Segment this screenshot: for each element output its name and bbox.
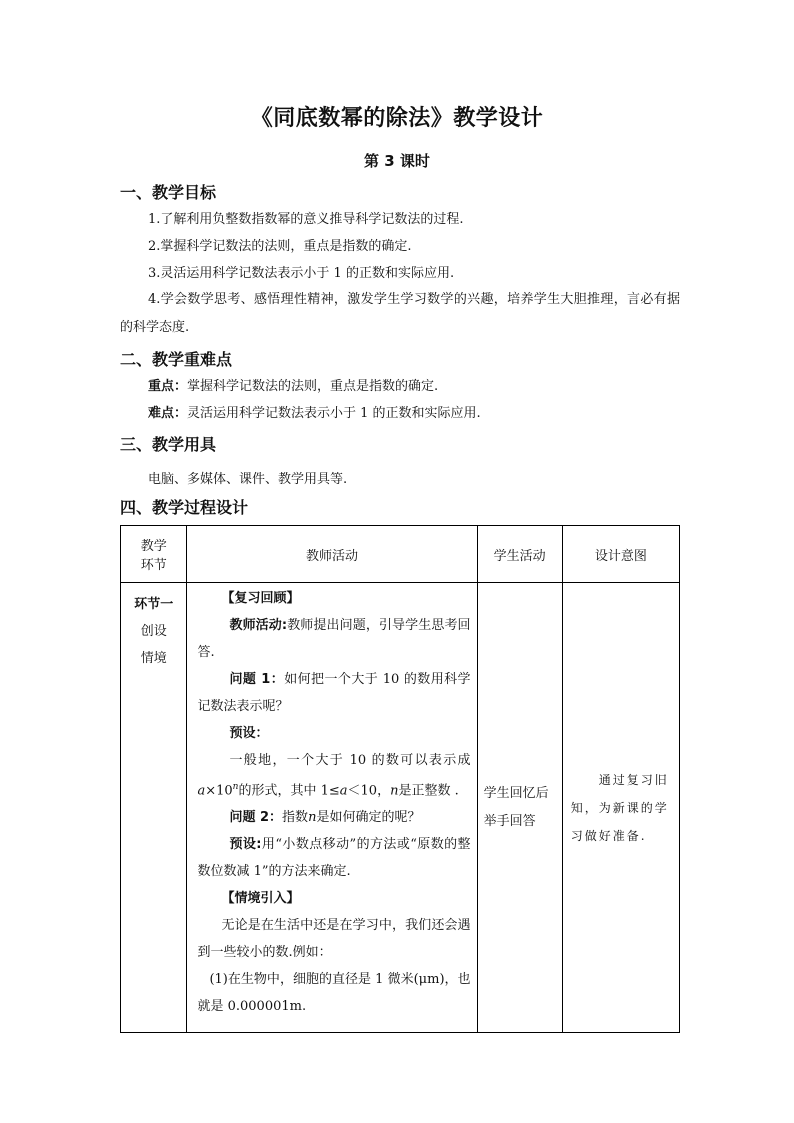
- difficult-point-text: 灵活运用科学记数法表示小于 1 的正数和实际应用.: [187, 406, 481, 421]
- preset-label: 预设：: [229, 726, 269, 741]
- objective-item: 3.灵活运用科学记数法表示小于 1 的正数和实际应用.: [148, 266, 455, 281]
- preset-2: [197, 831, 470, 885]
- section-heading-process: 四、教学过程设计: [120, 498, 249, 517]
- student-activity-cell: 学生回忆后举手回答: [477, 583, 562, 1033]
- preset-text-part: 的形式，其中 1≤: [238, 783, 340, 799]
- section-heading-tools: 三、教学用具: [120, 435, 217, 454]
- column-header-student: 学生活动: [477, 526, 562, 583]
- formula-variable: a: [197, 783, 206, 799]
- document-title: 《同底数幂的除法》教学设计: [250, 106, 544, 131]
- key-point-text: 掌握科学记数法的法则，重点是指数的确定.: [187, 379, 439, 394]
- formula-exponent: n: [232, 782, 239, 792]
- question-2-text: 是如何确定的呢？: [316, 810, 421, 826]
- difficult-point-label: 难点：: [148, 406, 188, 421]
- column-header-env-line: 教学: [140, 539, 167, 554]
- env-name: 环节一: [134, 597, 174, 612]
- column-header-env-line: 环节: [140, 558, 167, 573]
- teacher-activity-text: 教师提出问题，引导学生思考回答.: [197, 618, 471, 660]
- preset-text-part: ＜10，: [347, 783, 391, 799]
- table-header-row: [121, 526, 680, 583]
- env-title-line: 情境: [140, 651, 167, 666]
- formula-variable: n: [390, 783, 399, 799]
- preset-text-part: 是正整数 .: [398, 783, 459, 799]
- key-point-label: 重点：: [148, 379, 188, 394]
- tools-text: 电脑、多媒体、课件、教学用具等.: [148, 472, 348, 487]
- question-1-text: 如何把一个大于 10 的数用科学记数法表示呢？: [197, 672, 471, 714]
- lesson-number: 第 3 课时: [364, 152, 430, 170]
- preset-2-text: 用“小数点移动”的方法或“原数的整数位数减 1”的方法来确定.: [197, 837, 471, 880]
- teacher-activity-line: [197, 612, 470, 666]
- objective-item: 2.掌握科学记数法的法则，重点是指数的确定.: [148, 239, 412, 254]
- objective-item: 4.学会数学思考、感悟理性精神，激发学生学习数学的兴趣，培养学生大胆推理，言必有据的科学态度.: [120, 292, 680, 335]
- preset-text: [197, 747, 470, 804]
- key-point: [120, 372, 680, 402]
- design-intent-text: 通过复习旧知，为新课的学习做好准备.: [570, 772, 669, 843]
- table-row: [121, 583, 680, 1033]
- design-intent-cell: [562, 583, 679, 1033]
- section-heading-objectives: 一、教学目标: [120, 183, 217, 202]
- difficult-point: [120, 399, 680, 429]
- env-title-line: 创设: [140, 624, 167, 639]
- objective-item: 1.了解利用负整数指数幂的意义推导科学记数法的过程.: [148, 212, 464, 227]
- process-table: [120, 525, 680, 1033]
- column-header-teacher: 教师活动: [187, 526, 477, 583]
- example-1: (1)在生物中，细胞的直径是 1 微米(μm)，也就是 0.000001m.: [197, 972, 471, 1015]
- review-heading: 【复习回顾】: [221, 591, 300, 606]
- preset-text-part: 一般地，一个大于 10 的数可以表示成: [229, 753, 471, 768]
- question-2-label: 问题 2：: [229, 810, 283, 826]
- env-cell: [121, 583, 187, 1033]
- question-2-text: 指数: [282, 810, 309, 826]
- question-2: [197, 804, 470, 831]
- column-header-design: 设计意图: [562, 526, 679, 583]
- question-1: [197, 666, 470, 720]
- teacher-activity-cell: [187, 583, 477, 1033]
- column-header-env: [121, 526, 187, 583]
- scene-text: 无论是在生活中还是在学习中，我们还会遇到一些较小的数.例如：: [197, 918, 471, 961]
- formula-part: ×10: [205, 783, 233, 799]
- preset-2-label: 预设:: [229, 837, 262, 853]
- section-heading-key-points: 二、教学重难点: [120, 350, 233, 369]
- teacher-activity-label: 教师活动:: [229, 618, 288, 633]
- question-1-label: 问题 1：: [229, 672, 285, 687]
- formula-variable: n: [308, 810, 317, 826]
- scene-heading: 【情境引入】: [221, 891, 300, 907]
- formula-variable: a: [339, 783, 348, 799]
